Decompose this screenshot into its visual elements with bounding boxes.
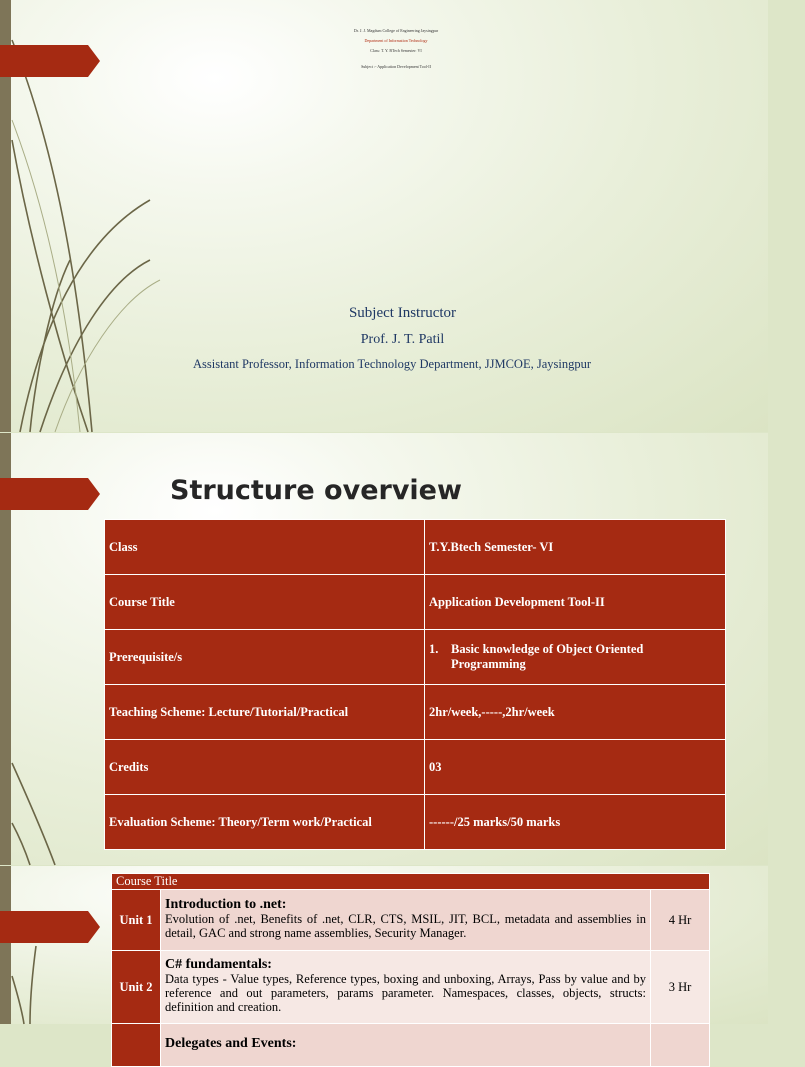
unit-content: [161, 951, 651, 1024]
row-value: 2hr/week,-----,2hr/week: [425, 685, 726, 740]
table-row: [105, 630, 726, 685]
table-row: [112, 890, 710, 951]
row-value: ------/25 marks/50 marks: [425, 795, 726, 850]
table-header: Course Title: [112, 874, 710, 890]
college-name: Dr. J. J. Magdum College of Engineering Jaysingpur: [353, 28, 439, 33]
unit-content: [161, 1024, 651, 1067]
row-value: T.Y.Btech Semester- VI: [425, 520, 726, 575]
row-label: Teaching Scheme: Lecture/Tutorial/Practical: [105, 685, 425, 740]
unit-description: Evolution of .net, Benefits of .net, CLR, CTS, MSIL, JIT, BCL, metadata and assemblies in detail, GAC and strong name assemblies, Security Manager.: [165, 912, 646, 940]
unit-content: [161, 890, 651, 951]
unit-label: [112, 1024, 161, 1067]
unit-hours: [651, 1024, 710, 1067]
row-label: Course Title: [105, 575, 425, 630]
unit-title: Introduction to .net:: [165, 897, 287, 912]
table-row: [105, 740, 726, 795]
unit-title: C# fundamentals:: [165, 957, 272, 972]
slide-tab-marker: [0, 911, 100, 943]
slide-tab-marker: [0, 478, 100, 510]
structure-table: [104, 519, 726, 850]
row-value: 03: [425, 740, 726, 795]
row-value: Application Development Tool-II: [425, 575, 726, 630]
prerequisite-text: Basic knowledge of Object Oriented Programming: [451, 642, 644, 671]
row-label: Credits: [105, 740, 425, 795]
title-slide: [0, 0, 768, 432]
table-row: [105, 575, 726, 630]
instructor-heading: Subject Instructor: [348, 305, 457, 321]
unit-hours: 4 Hr: [651, 890, 710, 951]
class-line: Class: T. Y. BTech Semester: VI: [370, 48, 422, 53]
table-row: [105, 795, 726, 850]
row-value: [425, 630, 726, 685]
course-content-slide: [0, 866, 768, 1051]
slide-title: Structure overview: [170, 475, 462, 506]
instructor-name: Prof. J. T. Patil: [360, 332, 445, 347]
subject-line: Subject :- Application Development Tool-II: [361, 64, 431, 69]
table-row: [105, 520, 726, 575]
table-row: [112, 1024, 710, 1067]
department-name: Department of Information Technology: [364, 38, 428, 43]
structure-overview-slide: [0, 433, 768, 865]
left-sidebar-bar: [0, 866, 11, 1024]
row-label: Evaluation Scheme: Theory/Term work/Practical: [105, 795, 425, 850]
list-number: 1.: [429, 642, 439, 656]
unit-description: Data types - Value types, Reference types, boxing and unboxing, Arrays, Pass by value and by reference and out parameters, params parameter. Namespaces, classes, objects, structs: definition and creation.: [165, 972, 646, 1014]
instructor-designation: Assistant Professor, Information Technology Department, JJMCOE, Jaysingpur: [193, 357, 591, 371]
row-label: Class: [105, 520, 425, 575]
unit-title: Delegates and Events:: [165, 1036, 297, 1051]
table-row: [112, 951, 710, 1024]
unit-hours: 3 Hr: [651, 951, 710, 1024]
unit-label: Unit 1: [112, 890, 161, 951]
table-row: [105, 685, 726, 740]
course-content-table: [111, 873, 710, 1067]
unit-label: Unit 2: [112, 951, 161, 1024]
row-label: Prerequisite/s: [105, 630, 425, 685]
